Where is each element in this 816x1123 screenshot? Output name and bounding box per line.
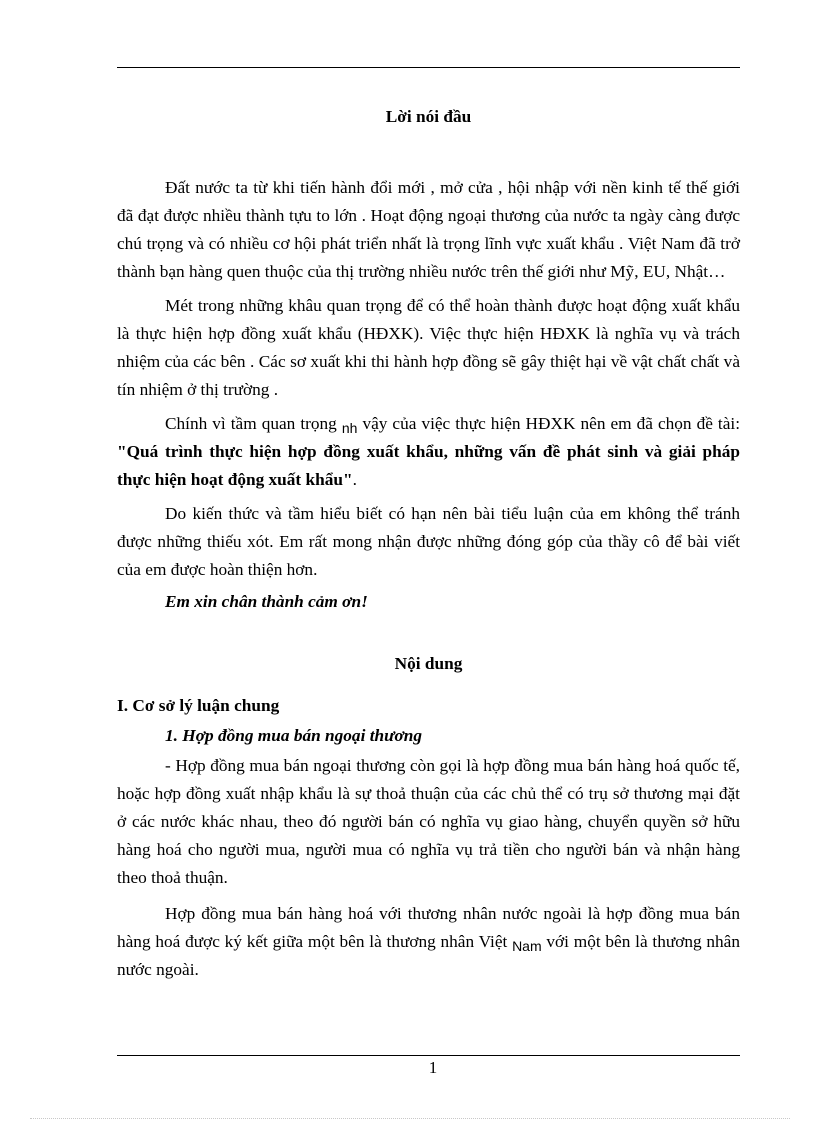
header-rule <box>117 67 740 68</box>
intro-paragraph-3 <box>117 410 740 494</box>
document-body <box>117 98 740 984</box>
intro-paragraph-1: Đất nước ta từ khi tiến hành đổi mới , mở cửa , hội nhập với nền kinh tế thế giới đã đạt được nhiều thành tựu to lớn . Hoạt động ngoại thương của nước ta ngày càng được chú trọng và có nhiều cơ hội phát triển nhất là trọng lĩnh vực xuất khẩu . Việt Nam đã trở thành bạn hàng quen thuộc của thị trường nhiều nước trên thế giới như Mỹ, EU, Nhật… <box>117 178 740 281</box>
intro-paragraph-2: Mét trong những khâu quan trọng để có thể hoàn thành được hoạt động xuất khẩu là thực hiện hợp đồng xuất khẩu (HĐXK). Việc thực hiện HĐXK là nghĩa vụ và trách nhiệm của các bên . Các sơ xuất khi thi hành hợp đồng sẽ gây thiệt hại về vật chất chất và tín nhiệm ở thị trường . <box>117 296 740 399</box>
thesis-title: "Quá trình thực hiện hợp đồng xuất khẩu, những vấn đề phát sinh và giải pháp thực hiện hoạt động xuất khẩu" <box>117 442 740 489</box>
p3-text-end: . <box>352 470 357 489</box>
intro-paragraph-4: Do kiến thức và tầm hiểu biết có hạn nên bài tiểu luận của em không thể tránh được những thiếu xót. Em rất mong nhận được những đóng góp của thầy cô để bài viết của em được hoàn thiện hơn. <box>117 504 740 579</box>
spacer <box>117 136 740 174</box>
p3-text-mid: vậy của việc thực hiện HĐXK nên em đã chọn đề tài: <box>357 414 741 433</box>
footer-rule <box>117 1055 740 1056</box>
page-edge-dotted-line <box>30 1118 790 1119</box>
content-heading: Nội dung <box>394 654 463 673</box>
body-paragraph-1: - Hợp đồng mua bán ngoại thương còn gọi là hợp đồng mua bán hàng hoá quốc tế, hoặc hợp đồng xuất nhập khẩu là sự thoả thuận của các chủ thể có trụ sở thương mại đặt ở các nước khác nhau, theo đó người bán có nghĩa vụ giao hàng, chuyển quyền sở hữu hàng hoá cho người mua, người mua có nghĩa vụ trả tiền cho người bán và nhận hàng theo thoả thuận. <box>117 756 740 887</box>
p6-text-end: với một bên là thương nhân nước ngoài. <box>117 932 740 979</box>
p3-text-start: Chính vì tầm quan trọng <box>165 414 342 433</box>
page-title: Lời nói đầu <box>385 107 472 126</box>
body-paragraph-2 <box>117 900 740 984</box>
section-heading: 1. Hợp đồng mua bán ngoại thương <box>165 726 422 745</box>
page-number: 1 <box>428 1058 438 1077</box>
p6-small-text: Nam <box>512 938 542 954</box>
chapter-heading: I. Cơ sở lý luận chung <box>117 696 280 715</box>
thanks-line: Em xin chân thành cảm ơn! <box>165 592 368 611</box>
p6-text-start: Hợp đồng mua bán hàng hoá với thương nhân nước ngoài là hợp đồng mua bán hàng hoá được ký kết giữa một bên là thương nhân Việt <box>117 904 740 951</box>
p3-small-text: nh <box>341 420 358 436</box>
